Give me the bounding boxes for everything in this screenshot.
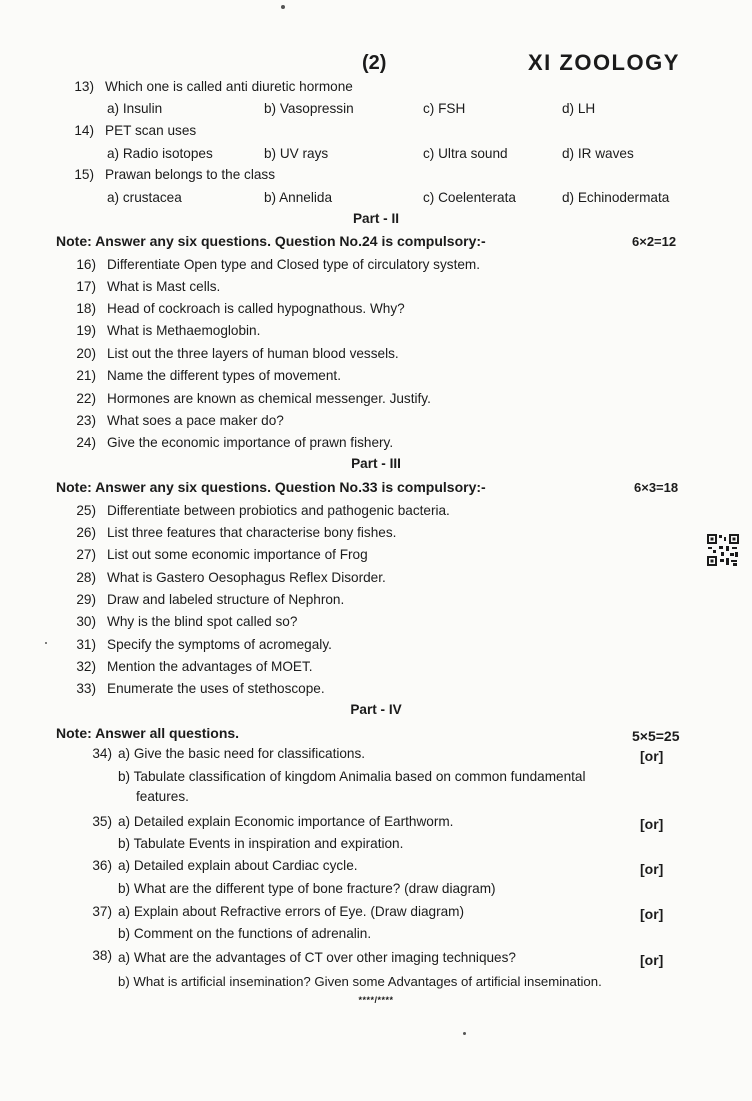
subject-title: XI ZOOLOGY	[528, 50, 680, 75]
question-38-number: 38)	[92, 948, 112, 963]
question-number: 13)	[74, 79, 94, 94]
question-text: Prawan belongs to the class	[105, 167, 276, 182]
part-4-heading: Part - IV	[350, 702, 402, 717]
question-29	[62, 589, 702, 611]
question-text: What soes a pace maker do?	[107, 413, 284, 428]
question-30	[62, 611, 702, 633]
question-number: 31)	[76, 637, 96, 652]
option-a: a) crustacea	[107, 190, 182, 205]
question-22	[62, 388, 702, 410]
question-text: Enumerate the uses of stethoscope.	[107, 681, 325, 696]
question-33	[62, 678, 702, 700]
question-36-a: a) Detailed explain about Cardiac cycle.	[118, 858, 358, 873]
or-label: [or]	[640, 952, 664, 968]
option-b: b) Annelida	[264, 190, 333, 205]
question-38-b: b) What is artificial insemination? Given some Advantages of artificial insemination.	[118, 974, 602, 989]
part-4-note: Note: Answer all questions.	[56, 725, 240, 741]
option-d: d) LH	[562, 101, 596, 116]
question-text: Why is the blind spot called so?	[107, 614, 298, 629]
page-number: (2)	[362, 52, 387, 74]
question-35-number: 35)	[92, 814, 112, 829]
question-text: Hormones are known as chemical messenger. Justify.	[107, 391, 431, 406]
end-mark: ****/****	[358, 995, 394, 1005]
question-text: List out some economic importance of Frog	[107, 547, 368, 562]
question-15-options	[107, 187, 707, 209]
question-text: Differentiate between probiotics and pathogenic bacteria.	[107, 503, 450, 518]
or-label: [or]	[640, 906, 664, 922]
question-13-options	[107, 98, 707, 120]
question-32	[62, 656, 702, 678]
question-text: Draw and labeled structure of Nephron.	[107, 592, 345, 607]
question-number: 14)	[74, 123, 94, 138]
question-number: 30)	[76, 614, 96, 629]
part-2-heading: Part - II	[352, 211, 400, 226]
or-label: [or]	[640, 861, 664, 877]
part-4-marks: 5×5=25	[632, 728, 680, 744]
question-36-number: 36)	[92, 858, 112, 873]
question-number: 32)	[76, 659, 96, 674]
option-d: d) IR waves	[562, 146, 634, 161]
question-23	[62, 410, 702, 432]
or-label: [or]	[640, 816, 664, 832]
question-number: 16)	[76, 257, 96, 272]
question-36-b: b) What are the different type of bone fracture? (draw diagram)	[118, 881, 496, 896]
question-number: 28)	[76, 570, 96, 585]
question-19	[62, 320, 702, 342]
question-34-a: a) Give the basic need for classifications.	[118, 746, 366, 761]
question-number: 19)	[76, 323, 96, 338]
question-number: 33)	[76, 681, 96, 696]
question-27	[62, 544, 702, 566]
part-3-note: Note: Answer any six questions. Question No.33 is compulsory:-	[56, 479, 486, 495]
question-number: 29)	[76, 592, 96, 607]
question-16	[62, 254, 702, 276]
question-14-options	[107, 143, 707, 165]
question-text: What is Mast cells.	[107, 279, 221, 294]
question-text: List out the three layers of human blood vessels.	[107, 346, 399, 361]
question-13	[60, 76, 700, 98]
question-number: 24)	[76, 435, 96, 450]
question-14	[60, 120, 700, 142]
question-text: Which one is called anti diuretic hormone	[105, 79, 353, 94]
question-20	[62, 343, 702, 365]
option-c: c) Ultra sound	[423, 146, 508, 161]
scan-speck	[463, 1032, 466, 1035]
question-text: What is Gastero Oesophagus Reflex Disorder.	[107, 570, 386, 585]
question-17	[62, 276, 702, 298]
option-d: d) Echinodermata	[562, 190, 670, 205]
question-number: 20)	[76, 346, 96, 361]
question-34-b-cont: features.	[136, 789, 189, 804]
question-text: Differentiate Open type and Closed type of circulatory system.	[107, 257, 481, 272]
question-text: Mention the advantages of MOET.	[107, 659, 313, 674]
question-15	[60, 164, 700, 186]
question-text: Name the different types of movement.	[107, 368, 341, 383]
question-38-a: a) What are the advantages of CT over other imaging techniques?	[118, 950, 516, 965]
question-number: 23)	[76, 413, 96, 428]
question-number: 22)	[76, 391, 96, 406]
question-37-b: b) Comment on the functions of adrenalin.	[118, 926, 372, 941]
question-21	[62, 365, 702, 387]
question-26	[62, 522, 702, 544]
question-number: 15)	[74, 167, 94, 182]
scan-speck	[281, 5, 285, 9]
question-text: Head of cockroach is called hypognathous. Why?	[107, 301, 405, 316]
question-text: What is Methaemoglobin.	[107, 323, 261, 338]
question-34-number: 34)	[92, 746, 112, 761]
question-number: 17)	[76, 279, 96, 294]
part-2-note: Note: Answer any six questions. Question No.24 is compulsory:-	[56, 233, 486, 249]
question-number: 18)	[76, 301, 96, 316]
question-28	[62, 567, 702, 589]
question-text: List three features that characterise bony fishes.	[107, 525, 397, 540]
question-37-number: 37)	[92, 904, 112, 919]
question-34-b: b) Tabulate classification of kingdom Animalia based on common fundamental	[118, 769, 586, 784]
option-b: b) Vasopressin	[264, 101, 354, 116]
question-35-b: b) Tabulate Events in inspiration and expiration.	[118, 836, 404, 851]
question-text: Give the economic importance of prawn fishery.	[107, 435, 394, 450]
question-25	[62, 500, 702, 522]
part-3-marks: 6×3=18	[634, 480, 679, 495]
option-a: a) Radio isotopes	[107, 146, 213, 161]
question-24	[62, 432, 702, 454]
question-number: 27)	[76, 547, 96, 562]
or-label: [or]	[640, 748, 664, 764]
question-number: 21)	[76, 368, 96, 383]
question-number: 26)	[76, 525, 96, 540]
question-text: PET scan uses	[105, 123, 197, 138]
part-3-heading: Part - III	[351, 456, 401, 471]
question-35-a: a) Detailed explain Economic importance of Earthworm.	[118, 814, 454, 829]
part-2-marks: 6×2=12	[632, 234, 677, 249]
question-31	[62, 634, 702, 656]
scan-speck	[45, 642, 47, 644]
qr-code-icon	[706, 533, 740, 567]
option-a: a) Insulin	[107, 101, 163, 116]
option-c: c) Coelenterata	[423, 190, 516, 205]
question-number: 25)	[76, 503, 96, 518]
option-b: b) UV rays	[264, 146, 329, 161]
question-18	[62, 298, 702, 320]
option-c: c) FSH	[423, 101, 466, 116]
question-37-a: a) Explain about Refractive errors of Eye. (Draw diagram)	[118, 904, 465, 919]
question-text: Specify the symptoms of acromegaly.	[107, 637, 332, 652]
